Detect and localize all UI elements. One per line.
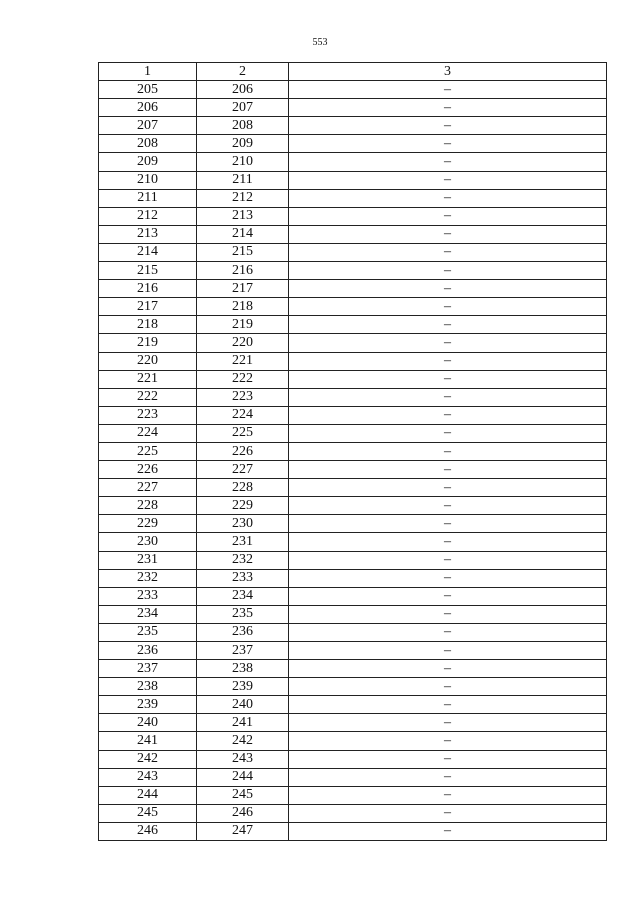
table-cell-col1: 224 (99, 424, 197, 442)
table-cell-col1: 234 (99, 605, 197, 623)
table-cell-col3: – (289, 822, 607, 840)
table-cell-col1: 230 (99, 533, 197, 551)
table-cell-col3: – (289, 225, 607, 243)
table-cell-col3: – (289, 171, 607, 189)
table-cell-col3: – (289, 768, 607, 786)
table-cell-col1: 209 (99, 153, 197, 171)
table-cell-col1: 223 (99, 406, 197, 424)
table-cell-col2: 222 (197, 370, 289, 388)
table-cell-col1: 227 (99, 479, 197, 497)
table-cell-col1: 218 (99, 316, 197, 334)
table-cell-col3: – (289, 696, 607, 714)
table-cell-col2: 211 (197, 171, 289, 189)
table-row (99, 171, 607, 189)
table-cell-col3: – (289, 786, 607, 804)
table-cell-col3: – (289, 406, 607, 424)
table-cell-col2: 221 (197, 352, 289, 370)
table-cell-col1: 220 (99, 352, 197, 370)
table-cell-col3: – (289, 461, 607, 479)
table-cell-col1: 229 (99, 515, 197, 533)
table-row (99, 479, 607, 497)
table-cell-col1: 239 (99, 696, 197, 714)
table-cell-col2: 233 (197, 569, 289, 587)
table-cell-col1: 221 (99, 370, 197, 388)
table-cell-col1: 244 (99, 786, 197, 804)
table-cell-col1: 240 (99, 714, 197, 732)
column-header-3: 3 (289, 63, 607, 81)
table-cell-col2: 243 (197, 750, 289, 768)
table-cell-col2: 206 (197, 81, 289, 99)
data-table (98, 62, 607, 841)
table-row (99, 243, 607, 261)
table-cell-col1: 228 (99, 497, 197, 515)
table-cell-col2: 240 (197, 696, 289, 714)
table-row (99, 388, 607, 406)
table-cell-col3: – (289, 678, 607, 696)
table-cell-col3: – (289, 551, 607, 569)
table-row (99, 99, 607, 117)
table-row (99, 696, 607, 714)
column-header-1: 1 (99, 63, 197, 81)
table-cell-col3: – (289, 298, 607, 316)
table-row (99, 569, 607, 587)
table-cell-col3: – (289, 388, 607, 406)
table-cell-col2: 247 (197, 822, 289, 840)
table-row (99, 117, 607, 135)
table-row (99, 768, 607, 786)
table-cell-col3: – (289, 117, 607, 135)
table-cell-col3: – (289, 81, 607, 99)
table-cell-col2: 242 (197, 732, 289, 750)
table-row (99, 533, 607, 551)
table-cell-col3: – (289, 262, 607, 280)
table-row (99, 515, 607, 533)
table-row (99, 352, 607, 370)
table-cell-col3: – (289, 569, 607, 587)
table-cell-col2: 225 (197, 424, 289, 442)
table-cell-col2: 220 (197, 334, 289, 352)
table-cell-col2: 231 (197, 533, 289, 551)
column-header-2: 2 (197, 63, 289, 81)
table-cell-col2: 210 (197, 153, 289, 171)
table-cell-col2: 217 (197, 280, 289, 298)
table-row (99, 153, 607, 171)
table-cell-col2: 241 (197, 714, 289, 732)
table-cell-col1: 236 (99, 642, 197, 660)
table-cell-col1: 217 (99, 298, 197, 316)
table-row (99, 442, 607, 460)
table-cell-col1: 207 (99, 117, 197, 135)
table-cell-col1: 241 (99, 732, 197, 750)
table-cell-col3: – (289, 316, 607, 334)
table-cell-col2: 230 (197, 515, 289, 533)
table-row (99, 497, 607, 515)
table-cell-col2: 234 (197, 587, 289, 605)
page-number: 553 (312, 37, 328, 48)
data-table-container (98, 62, 606, 841)
table-cell-col1: 210 (99, 171, 197, 189)
table-row (99, 334, 607, 352)
table-row (99, 732, 607, 750)
table-cell-col1: 205 (99, 81, 197, 99)
table-cell-col3: – (289, 153, 607, 171)
table-cell-col2: 218 (197, 298, 289, 316)
table-cell-col2: 236 (197, 623, 289, 641)
table-row (99, 551, 607, 569)
table-cell-col3: – (289, 479, 607, 497)
table-cell-col1: 231 (99, 551, 197, 569)
table-cell-col2: 237 (197, 642, 289, 660)
table-cell-col3: – (289, 642, 607, 660)
table-cell-col3: – (289, 533, 607, 551)
table-cell-col3: – (289, 352, 607, 370)
table-cell-col2: 224 (197, 406, 289, 424)
table-cell-col3: – (289, 99, 607, 117)
table-cell-col2: 214 (197, 225, 289, 243)
table-cell-col2: 228 (197, 479, 289, 497)
table-cell-col3: – (289, 497, 607, 515)
table-cell-col1: 226 (99, 461, 197, 479)
table-cell-col1: 212 (99, 207, 197, 225)
table-cell-col2: 216 (197, 262, 289, 280)
table-cell-col3: – (289, 587, 607, 605)
table-cell-col1: 211 (99, 189, 197, 207)
table-cell-col1: 214 (99, 243, 197, 261)
table-cell-col1: 242 (99, 750, 197, 768)
table-row (99, 298, 607, 316)
table-cell-col3: – (289, 804, 607, 822)
table-cell-col2: 245 (197, 786, 289, 804)
table-row (99, 822, 607, 840)
table-row (99, 642, 607, 660)
table-row (99, 81, 607, 99)
table-cell-col2: 207 (197, 99, 289, 117)
table-cell-col2: 223 (197, 388, 289, 406)
table-row (99, 678, 607, 696)
table-cell-col2: 215 (197, 243, 289, 261)
table-cell-col1: 206 (99, 99, 197, 117)
table-row (99, 135, 607, 153)
table-cell-col2: 226 (197, 442, 289, 460)
table-row (99, 370, 607, 388)
table-cell-col3: – (289, 623, 607, 641)
table-row (99, 262, 607, 280)
table-cell-col1: 233 (99, 587, 197, 605)
table-cell-col3: – (289, 750, 607, 768)
table-cell-col1: 225 (99, 442, 197, 460)
table-cell-col2: 213 (197, 207, 289, 225)
table-row (99, 786, 607, 804)
table-cell-col2: 232 (197, 551, 289, 569)
table-cell-col1: 208 (99, 135, 197, 153)
table-row (99, 804, 607, 822)
table-cell-col2: 219 (197, 316, 289, 334)
table-cell-col2: 227 (197, 461, 289, 479)
table-cell-col3: – (289, 334, 607, 352)
table-cell-col1: 237 (99, 660, 197, 678)
table-cell-col2: 212 (197, 189, 289, 207)
table-cell-col3: – (289, 135, 607, 153)
table-cell-col2: 208 (197, 117, 289, 135)
table-cell-col3: – (289, 732, 607, 750)
table-cell-col1: 213 (99, 225, 197, 243)
table-row (99, 225, 607, 243)
table-cell-col1: 243 (99, 768, 197, 786)
table-cell-col1: 246 (99, 822, 197, 840)
table-cell-col2: 239 (197, 678, 289, 696)
table-cell-col1: 235 (99, 623, 197, 641)
table-cell-col3: – (289, 370, 607, 388)
table-cell-col2: 244 (197, 768, 289, 786)
table-cell-col2: 209 (197, 135, 289, 153)
table-row (99, 424, 607, 442)
table-cell-col1: 222 (99, 388, 197, 406)
table-cell-col2: 238 (197, 660, 289, 678)
table-cell-col1: 238 (99, 678, 197, 696)
table-body (99, 81, 607, 841)
table-row (99, 406, 607, 424)
table-cell-col3: – (289, 207, 607, 225)
table-cell-col3: – (289, 424, 607, 442)
table-row (99, 207, 607, 225)
table-row (99, 750, 607, 768)
table-cell-col3: – (289, 515, 607, 533)
table-cell-col2: 229 (197, 497, 289, 515)
table-header-row (99, 63, 607, 81)
table-row (99, 587, 607, 605)
table-cell-col1: 232 (99, 569, 197, 587)
table-cell-col1: 219 (99, 334, 197, 352)
table-row (99, 280, 607, 298)
table-row (99, 461, 607, 479)
table-row (99, 189, 607, 207)
table-cell-col3: – (289, 280, 607, 298)
table-cell-col2: 246 (197, 804, 289, 822)
table-cell-col3: – (289, 243, 607, 261)
table-row (99, 660, 607, 678)
table-cell-col3: – (289, 605, 607, 623)
table-row (99, 316, 607, 334)
table-row (99, 623, 607, 641)
table-cell-col3: – (289, 714, 607, 732)
table-cell-col1: 245 (99, 804, 197, 822)
table-row (99, 714, 607, 732)
table-cell-col1: 215 (99, 262, 197, 280)
table-cell-col2: 235 (197, 605, 289, 623)
table-cell-col3: – (289, 660, 607, 678)
table-cell-col1: 216 (99, 280, 197, 298)
table-cell-col3: – (289, 442, 607, 460)
table-row (99, 605, 607, 623)
table-cell-col3: – (289, 189, 607, 207)
